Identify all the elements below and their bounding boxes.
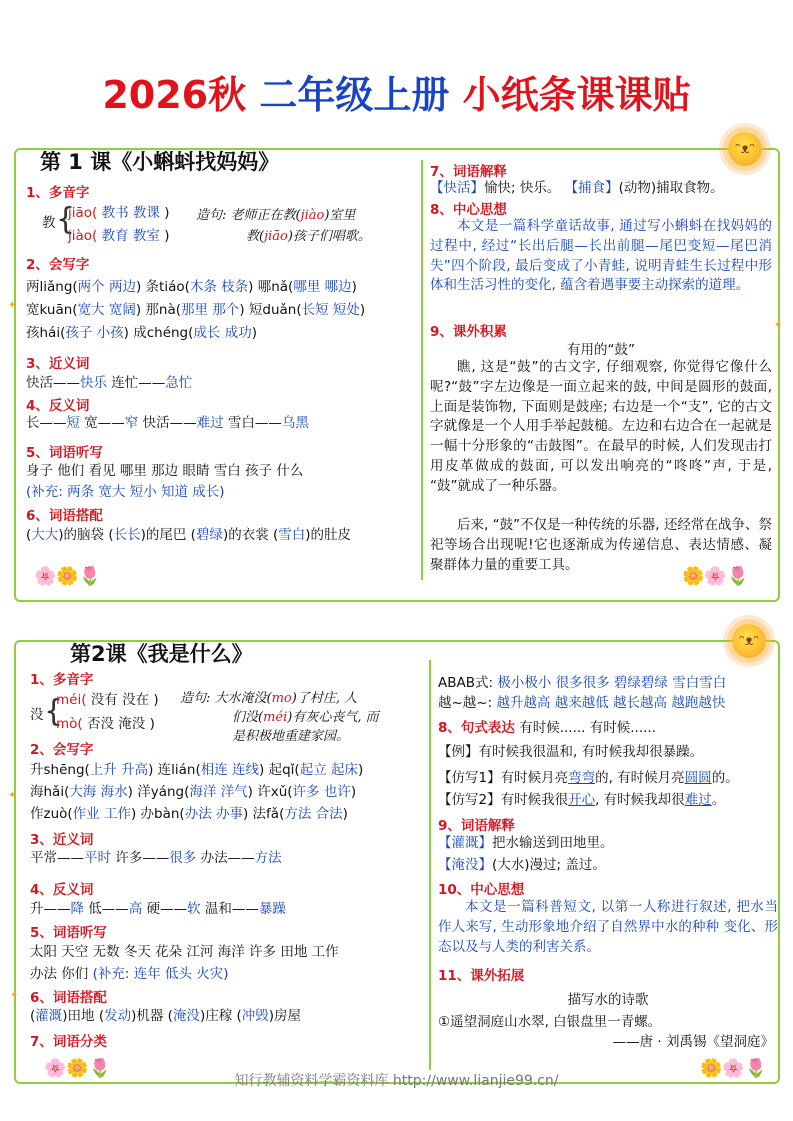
- text-segment: 极小极小 很多很多 碧绿碧绿 雪白雪白: [497, 675, 727, 691]
- star-icon: ✦: [774, 320, 783, 331]
- example-sentence: 们没(méi)有灰心丧气, 而: [232, 710, 379, 725]
- text-segment: (大水)漫过; 盖过。: [492, 857, 606, 873]
- text-segment: 起立 起床: [299, 762, 358, 778]
- l2-section-title: 2、会写字: [30, 742, 94, 758]
- l2-section-title: 10、中心思想: [438, 882, 525, 898]
- flowers-icon: 🌼🌸🌷: [700, 1058, 768, 1079]
- dictation-supplement: (补充: 两条 宽大 短小 知道 成长): [26, 484, 225, 500]
- text-segment: ) 洋yáng(: [127, 784, 190, 800]
- text-segment: 升——: [30, 901, 71, 917]
- text-segment: 碧绿: [195, 527, 223, 543]
- l1-section-title: 6、词语搭配: [26, 508, 103, 524]
- text-segment: )庄稼 (: [199, 1008, 242, 1024]
- text-segment: 大大: [31, 527, 59, 543]
- l2-section-title: 1、多音字: [30, 672, 94, 688]
- lesson2-heading: 第2课《我是什么》: [70, 642, 253, 666]
- text-segment: 开心: [568, 792, 596, 808]
- text-segment: 快活——: [138, 415, 197, 431]
- l2-section-title: 4、反义词: [30, 882, 94, 898]
- text-segment: (动物)捕取食物。: [618, 180, 724, 196]
- text-segment: )房屋: [268, 1008, 302, 1024]
- lesson1-divider: [421, 160, 423, 580]
- text-segment: 淹没: [172, 1008, 200, 1024]
- text-segment: 。: [711, 792, 726, 808]
- yue-line: [438, 693, 725, 714]
- l1-section-title: 7、词语解释: [430, 164, 507, 180]
- sentence-pattern: 8、句式表达 有时候...... 有时候......: [438, 720, 656, 736]
- example-sentence: 造句: 老师正在教(jiào)室里: [196, 208, 356, 223]
- text-segment: 弯弯: [568, 770, 596, 786]
- text-segment: 【灌溉】: [438, 835, 492, 851]
- text-segment: )的尾巴 (: [140, 527, 196, 543]
- text-segment: , 有时候我却很: [595, 792, 685, 808]
- l1-section-title: 8、中心思想: [430, 202, 507, 218]
- star-icon: ✦: [8, 300, 17, 311]
- l1-section-title: 1、多音字: [26, 185, 90, 201]
- text-segment: ) 连lián(: [148, 762, 201, 778]
- text-segment: (: [26, 527, 32, 543]
- lesson2-divider: [429, 660, 431, 1070]
- l1-section-title: 5、词语听写: [26, 445, 103, 461]
- text-segment: ) 法fǎ(: [243, 806, 285, 822]
- polyphone-reading: jiāo( 教书 教课 ): [68, 205, 170, 221]
- text-segment: 低——: [84, 901, 129, 917]
- dictation-line: 太阳 天空 无数 冬天 花朵 江河 海洋 许多 田地 工作: [30, 944, 339, 960]
- polyphone-reading: jiào( 教育 教室 ): [68, 228, 170, 244]
- text-segment: 办法 办事: [184, 806, 243, 822]
- text-segment: ): [358, 762, 364, 778]
- dictation-line: 身子 他们 看见 哪里 那边 眼睛 雪白 孩子 什么: [26, 463, 304, 479]
- text-segment: 越升越高 越来越低 越长越高 越跑越快: [496, 695, 726, 711]
- text-segment: 【快活】: [430, 180, 484, 196]
- example-sentence: 教(jiāo)孩子们唱歌。: [246, 229, 371, 244]
- text-segment: ) 条tiáo(: [135, 279, 190, 295]
- text-segment: ) 办bàn(: [130, 806, 185, 822]
- text-segment: 冲毁: [241, 1008, 269, 1024]
- text-segment: 那里 那个: [181, 302, 240, 318]
- text-segment: 木条 枝条: [189, 279, 249, 295]
- l1-section-title: 9、课外积累: [430, 324, 507, 340]
- text-segment: 孩hái(: [26, 325, 66, 341]
- text-segment: 窄: [124, 415, 139, 431]
- polyphone-char: 教: [42, 215, 56, 231]
- text-segment: 两liǎng(: [26, 279, 78, 295]
- text-segment: 办法——: [196, 850, 255, 866]
- text-segment: ): [359, 302, 366, 318]
- text-segment: 哪里 哪边: [293, 279, 352, 295]
- pattern-imitation: [438, 790, 725, 811]
- star-icon: ✦: [8, 790, 17, 801]
- text-segment: 大海 海水: [69, 784, 128, 800]
- central-idea: 本文是一篇科学童话故事, 通过写小蝌蚪在找妈妈的过程中, 经过“长出后腿—长出前腿—尾巴变短—尾巴消失”四个阶段, 最后变成了小青蛙, 说明青蛙生长过程中形体和生活习性的变化, 蕴含着遇事要主动探索的道理。: [430, 218, 772, 294]
- reading-subtitle: 有用的“鼓”: [567, 342, 635, 358]
- text-segment: 许多 也许: [292, 784, 351, 800]
- l2-section-title: 7、词语分类: [30, 1034, 107, 1050]
- text-segment: 方法 合法: [284, 806, 343, 822]
- text-segment: ): [342, 806, 348, 822]
- text-segment: 平常——: [30, 850, 84, 866]
- text-segment: ): [350, 784, 357, 800]
- text-segment: 相连 连线: [200, 762, 260, 778]
- text-segment: 软: [187, 901, 201, 917]
- pattern-imitation: [438, 768, 739, 789]
- text-segment: 【淹没】: [438, 857, 492, 873]
- text-segment: 连忙——: [107, 375, 166, 391]
- footer-watermark: 知行教辅资料学霸资料库 http://www.lianjie99.cn/: [234, 1073, 559, 1089]
- text-segment: 海洋 洋气: [189, 784, 248, 800]
- text-segment: )的肚皮: [305, 527, 352, 543]
- brace: {: [44, 694, 64, 729]
- text-segment: ABAB式:: [438, 675, 498, 691]
- text-segment: 长长: [113, 527, 141, 543]
- text-segment: 【仿写1】有时候月亮: [438, 770, 569, 786]
- text-segment: 灌溉: [35, 1008, 63, 1024]
- reading-paragraph: 瞧, 这是“鼓”的古文字, 仔细观察, 你觉得它像什么呢?“鼓”字左边像是一面立起来的鼓, 中间是圆形的鼓面, 上面是装饰物, 下面则是鼓座; 右边是一个“支”, 它的古文字就像是一个人用手举起鼓槌。左边和右边合在一起就是一幅十分形象的“击鼓图”。在最早的时候, 人们发现击打用皮革做成的鼓面, 可以发出响亮的“咚咚”声, 于是, “鼓”就成了一种乐器。: [430, 359, 772, 494]
- text-segment: 发动: [104, 1008, 132, 1024]
- text-segment: 宽——: [80, 415, 125, 431]
- text-segment: 【捕食】: [564, 180, 619, 196]
- l2-section-title: 11、课外拓展: [438, 968, 525, 984]
- collocation-line: [30, 1006, 301, 1027]
- text-segment: ) 那nà(: [135, 302, 182, 318]
- dictation-line: 办法 你们 (补充: 连年 低头 火灾): [30, 966, 229, 982]
- pattern-example: 【例】有时候我很温和, 有时候我却很暴躁。: [438, 744, 704, 760]
- synonym-line: [30, 848, 282, 869]
- antonym-line: [26, 413, 309, 434]
- text-segment: 温和——: [200, 901, 259, 917]
- text-segment: 许多——: [111, 850, 170, 866]
- polyphone-reading: mò( 否没 淹没 ): [56, 716, 155, 732]
- text-segment: 平时: [84, 850, 111, 866]
- text-segment: ) 成chéng(: [123, 325, 194, 341]
- title-name: 小纸条课课贴: [462, 73, 691, 117]
- poem-line: ①遥望洞庭山水翠, 白银盘里一青螺。: [438, 1014, 662, 1030]
- poem-author: ——唐 · 刘禹锡《望洞庭》: [612, 1034, 774, 1050]
- text-segment: 快乐: [80, 375, 107, 391]
- writing-line: [26, 323, 257, 344]
- text-segment: 方法: [254, 850, 282, 866]
- synonym-line: [26, 373, 192, 394]
- text-segment: 暴躁: [258, 901, 286, 917]
- l2-section-title: 3、近义词: [30, 832, 94, 848]
- text-segment: ) 许xǔ(: [247, 784, 293, 800]
- text-segment: 高: [128, 901, 143, 917]
- text-segment: 两个 两边: [77, 279, 136, 295]
- flowers-icon: 🌼🌸🌷: [682, 566, 750, 587]
- star-icon: ✦: [10, 990, 19, 1001]
- reading-paragraph: 后来, “鼓”不仅是一种传统的乐器, 还经常在战争、祭祀等场合出现呢!它也逐渐成为传递信息、表达情感、凝聚群体力量的重要工具。: [430, 517, 772, 573]
- example-sentence: 造句: 大水淹没(mo)了村庄, 人: [180, 691, 358, 706]
- text-segment: 宽kuān(: [26, 302, 78, 318]
- text-segment: 雪白——: [223, 415, 282, 431]
- text-segment: 硬——: [142, 901, 188, 917]
- l2-section-title: 5、词语听写: [30, 925, 107, 941]
- text-segment: 很多: [169, 850, 197, 866]
- text-segment: )的脑袋 (: [58, 527, 114, 543]
- text-segment: ): [351, 279, 357, 295]
- text-segment: ) 短duǎn(: [239, 302, 302, 318]
- text-segment: 圆圆: [684, 770, 712, 786]
- antonym-line: [30, 899, 286, 920]
- writing-line: [30, 804, 348, 825]
- text-segment: )机器 (: [131, 1008, 173, 1024]
- poem-title: 描写水的诗歌: [567, 992, 649, 1008]
- text-segment: 愉快; 快乐。: [484, 180, 565, 196]
- text-segment: )的衣裳 (: [222, 527, 279, 543]
- text-segment: 越~越~:: [438, 695, 497, 711]
- text-segment: 雪白: [278, 527, 306, 543]
- text-segment: 乌黑: [281, 415, 309, 431]
- text-segment: 升shēng(: [30, 762, 90, 778]
- writing-line: [30, 782, 356, 803]
- page-title: [0, 70, 793, 120]
- text-segment: 难过: [196, 415, 224, 431]
- text-segment: 海hǎi(: [30, 784, 70, 800]
- explanation-line: [438, 833, 614, 854]
- lesson1-heading: 第 1 课《小蝌蚪找妈妈》: [40, 150, 280, 174]
- text-segment: 上升 升高: [89, 762, 149, 778]
- text-segment: 【仿写2】有时候我很: [438, 792, 569, 808]
- text-segment: 降: [70, 901, 84, 917]
- writing-line: [26, 300, 365, 321]
- polyphone-reading: méi( 没有 没在 ): [56, 692, 159, 708]
- text-segment: 的, 有时候月亮: [595, 770, 685, 786]
- text-segment: 成长 成功: [193, 325, 252, 341]
- text-segment: 急忙: [165, 375, 193, 391]
- example-sentence: 是积极地重建家园。: [232, 729, 350, 744]
- text-segment: 长——: [26, 415, 67, 431]
- l1-section-title: 2、会写字: [26, 257, 90, 273]
- text-segment: )田地 (: [62, 1008, 105, 1024]
- polyphone-char: 没: [30, 707, 44, 723]
- explanation-line: [438, 855, 606, 876]
- text-segment: 长短 短处: [301, 302, 360, 318]
- abab-line: [438, 673, 726, 694]
- explanation-line: [430, 178, 724, 199]
- text-segment: 作业 工作: [72, 806, 131, 822]
- l2-section-title: 6、词语搭配: [30, 990, 107, 1006]
- l1-section-title: 4、反义词: [26, 398, 90, 414]
- text-segment: 把水输送到田地里。: [492, 835, 614, 851]
- writing-line: [26, 277, 357, 298]
- writing-line: [30, 760, 363, 781]
- brace: {: [56, 202, 76, 237]
- text-segment: 快活——: [26, 375, 80, 391]
- text-segment: 作zuò(: [30, 806, 73, 822]
- text-segment: 宽大 宽阔: [77, 302, 136, 318]
- flowers-icon: 🌸🌼🌷: [34, 566, 102, 587]
- title-grade: 二年级上册: [259, 73, 450, 117]
- sun-icon: ᵔᴥᵔ: [732, 624, 766, 658]
- title-season: 2026秋: [102, 73, 247, 117]
- text-segment: 的。: [711, 770, 739, 786]
- text-segment: 短: [66, 415, 80, 431]
- l2-section-title: 9、词语解释: [438, 818, 515, 834]
- text-segment: ) 哪nǎ(: [248, 279, 294, 295]
- collocation-line: [26, 525, 351, 546]
- text-segment: 孩子 小孩: [65, 325, 124, 341]
- text-segment: ) 起qǐ(: [259, 762, 300, 778]
- text-segment: 难过: [684, 792, 712, 808]
- sun-icon: ᵔᴥᵔ: [728, 132, 762, 166]
- text-segment: (: [30, 1008, 36, 1024]
- l1-section-title: 3、近义词: [26, 356, 90, 372]
- central-idea: 本文是一篇科普短文, 以第一人称进行叙述, 把水当作人来写, 生动形象地介绍了自然界中水的种种 变化、形态以及与人类的利害关系。: [438, 899, 778, 955]
- text-segment: ): [251, 325, 257, 341]
- flowers-icon: 🌸🌼🌷: [44, 1058, 112, 1079]
